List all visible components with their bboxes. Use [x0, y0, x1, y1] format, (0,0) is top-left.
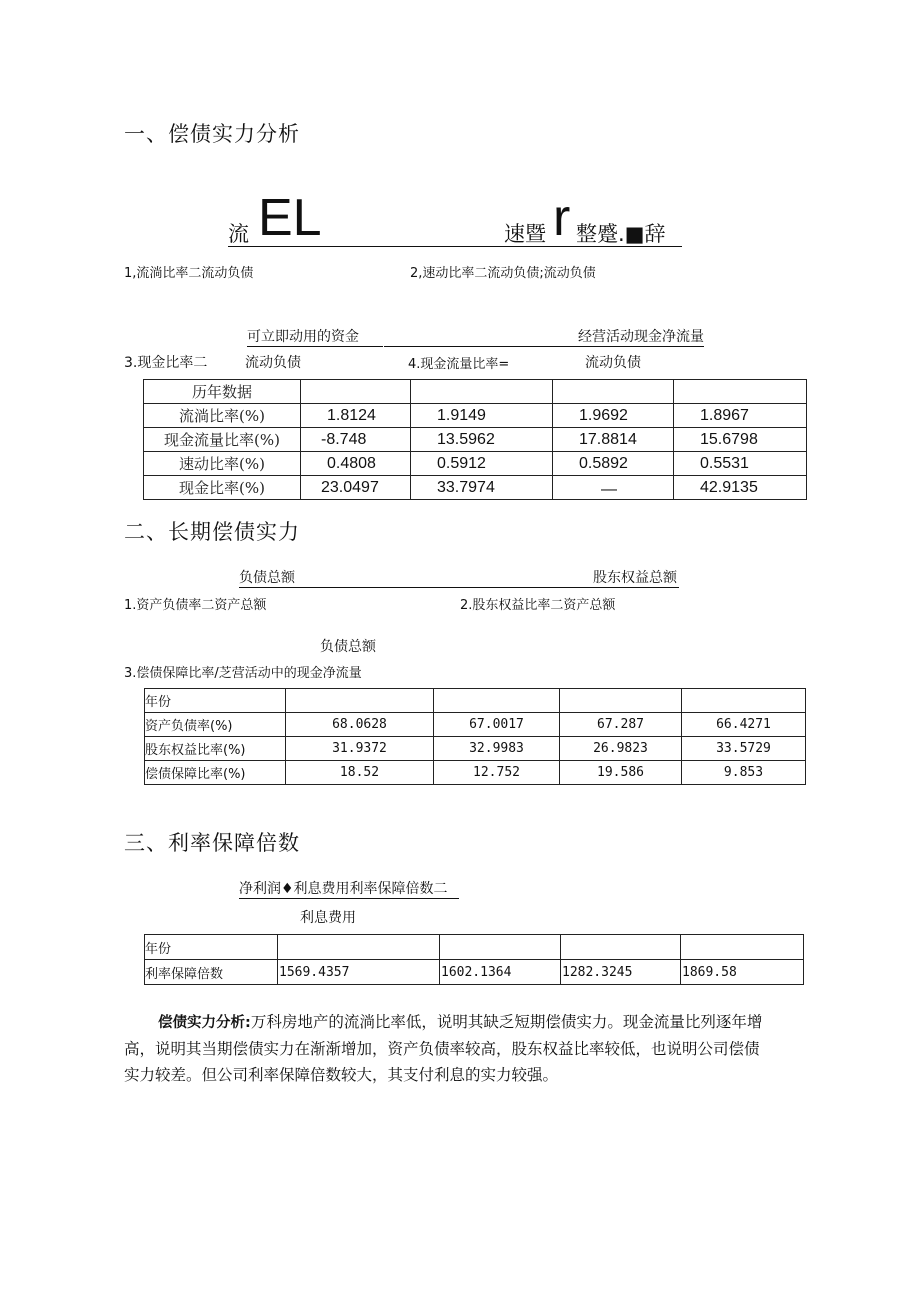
cell-value: 66.4271	[682, 713, 806, 737]
table-row	[145, 761, 806, 785]
cash-ratio-denominator: 流动负债	[245, 355, 301, 371]
cell-value: 19.586	[560, 761, 682, 785]
analysis-label: 偿债实力分析:	[158, 1015, 251, 1031]
cell-value: 1282.3245	[561, 960, 681, 985]
row-label: 现金流量比率(%)	[144, 428, 301, 452]
formula-cash-flow-ratio: 4.现金流量比率=	[408, 357, 510, 372]
analysis-line-3: 实力较差。但公司利率保障倍数较大，其支付利息的实力较强。	[124, 1066, 559, 1084]
solvency-guarantee-numerator: 负债总额	[320, 639, 376, 655]
cell-value: 67.287	[560, 713, 682, 737]
debt-ratio-numerator: 负债总额	[239, 570, 295, 586]
interest-coverage-table	[144, 934, 804, 985]
cell-value: 9.853	[682, 761, 806, 785]
short-term-solvency-table	[143, 379, 807, 500]
cell-value: 33.7974	[411, 476, 553, 500]
cell-value: 68.0628	[286, 713, 434, 737]
table-row	[144, 476, 807, 500]
table-row	[145, 737, 806, 761]
formula-header-left-small: 流	[228, 222, 249, 246]
table-row	[145, 960, 804, 985]
long-term-solvency-table	[144, 688, 806, 785]
formula-solvency-guarantee: 3.偿债保障比率/芝营活动中的现金净流量	[124, 666, 362, 681]
table-row	[145, 713, 806, 737]
formula-header-right-a: 速暨	[504, 222, 546, 246]
row-label: 偿债保障比率(%)	[145, 761, 286, 785]
table-header-label: 年份	[145, 689, 286, 713]
cell-value: 13.5962	[411, 428, 553, 452]
cell-value: 32.9983	[434, 737, 560, 761]
table-row	[144, 452, 807, 476]
cell-value: 1.8967	[674, 404, 807, 428]
row-label: 流淌比率(%)	[144, 404, 301, 428]
cell-value: 1.9692	[553, 404, 674, 428]
formula-quick-ratio: 2,速动比率二流动负债;流动负债	[410, 266, 596, 281]
row-label: 现金比率(%)	[144, 476, 301, 500]
cell-value: 42.9135	[674, 476, 807, 500]
row-label: 股东权益比率(%)	[145, 737, 286, 761]
cell-value: 23.0497	[301, 476, 411, 500]
cash-ratio-numerator: 可立即动用的资金	[247, 326, 383, 347]
analysis-paragraph	[124, 1009, 814, 1088]
section2-title: 二、长期偿债实力	[124, 520, 300, 544]
row-label: 资产负债率(%)	[145, 713, 286, 737]
cell-value: 0.5531	[674, 452, 807, 476]
formula-header-right-b: 整蹙.■辞	[576, 222, 666, 246]
section3-title: 三、利率保障倍数	[124, 831, 300, 855]
debt-ratio-numerator-line	[239, 567, 679, 588]
cell-value: 1569.4357	[278, 960, 440, 985]
table-row	[145, 689, 806, 713]
cell-value: 15.6798	[674, 428, 807, 452]
analysis-text-1: 万科房地产的流淌比率低，说明其缺乏短期偿债实力。现金流量比列逐年增	[250, 1013, 763, 1031]
row-label: 速动比率(%)	[144, 452, 301, 476]
formula-equity-ratio: 2.股东权益比率二资产总额	[460, 598, 616, 613]
cell-value: 0.5912	[411, 452, 553, 476]
cell-value: -8.748	[301, 428, 411, 452]
section1-title: 一、偿债实力分析	[124, 122, 300, 146]
cell-value: 31.9372	[286, 737, 434, 761]
analysis-line-2: 高，说明其当期偿债实力在渐渐增加，资产负债率较高，股东权益比率较低，也说明公司偿债	[124, 1040, 760, 1058]
cell-value: 1602.1364	[440, 960, 561, 985]
cell-value: 12.752	[434, 761, 560, 785]
formula-header-right-big: r	[553, 189, 571, 247]
cell-value: 33.5729	[682, 737, 806, 761]
cell-value: 1869.58	[681, 960, 804, 985]
row-label: 利率保障倍数	[145, 960, 278, 985]
cell-value: 26.9823	[560, 737, 682, 761]
table-row	[145, 935, 804, 960]
table-row	[144, 380, 807, 404]
formula-current-ratio: 1,流淌比率二流动负债	[124, 266, 254, 281]
table-header-label: 年份	[145, 935, 278, 960]
cell-value: 17.8814	[553, 428, 674, 452]
interest-coverage-denominator: 利息费用	[300, 910, 356, 926]
table-header-label: 历年数据	[144, 380, 301, 404]
table-row	[144, 428, 807, 452]
cell-value: 0.5892	[553, 452, 674, 476]
cell-value: 1.9149	[411, 404, 553, 428]
cell-value: —	[553, 476, 674, 500]
analysis-line-1	[124, 1009, 814, 1036]
cell-value: 0.4808	[301, 452, 411, 476]
cell-value: 18.52	[286, 761, 434, 785]
interest-coverage-formula: 净利润♦利息费用利率保障倍数二	[239, 878, 459, 899]
equity-ratio-numerator: 股东权益总额	[593, 570, 677, 586]
formula-debt-ratio: 1.资产负债率二资产总额	[124, 598, 267, 613]
formula-cash-ratio: 3.现金比率二	[124, 355, 208, 371]
formula-header-left-big: EL	[258, 189, 322, 247]
formula-header	[228, 189, 682, 247]
cell-value: 67.0017	[434, 713, 560, 737]
cell-value: 1.8124	[301, 404, 411, 428]
table-row	[144, 404, 807, 428]
cash-flow-ratio-denominator: 流动负债	[585, 355, 641, 371]
cash-flow-ratio-numerator: 经营活动现金净流量	[384, 326, 704, 347]
